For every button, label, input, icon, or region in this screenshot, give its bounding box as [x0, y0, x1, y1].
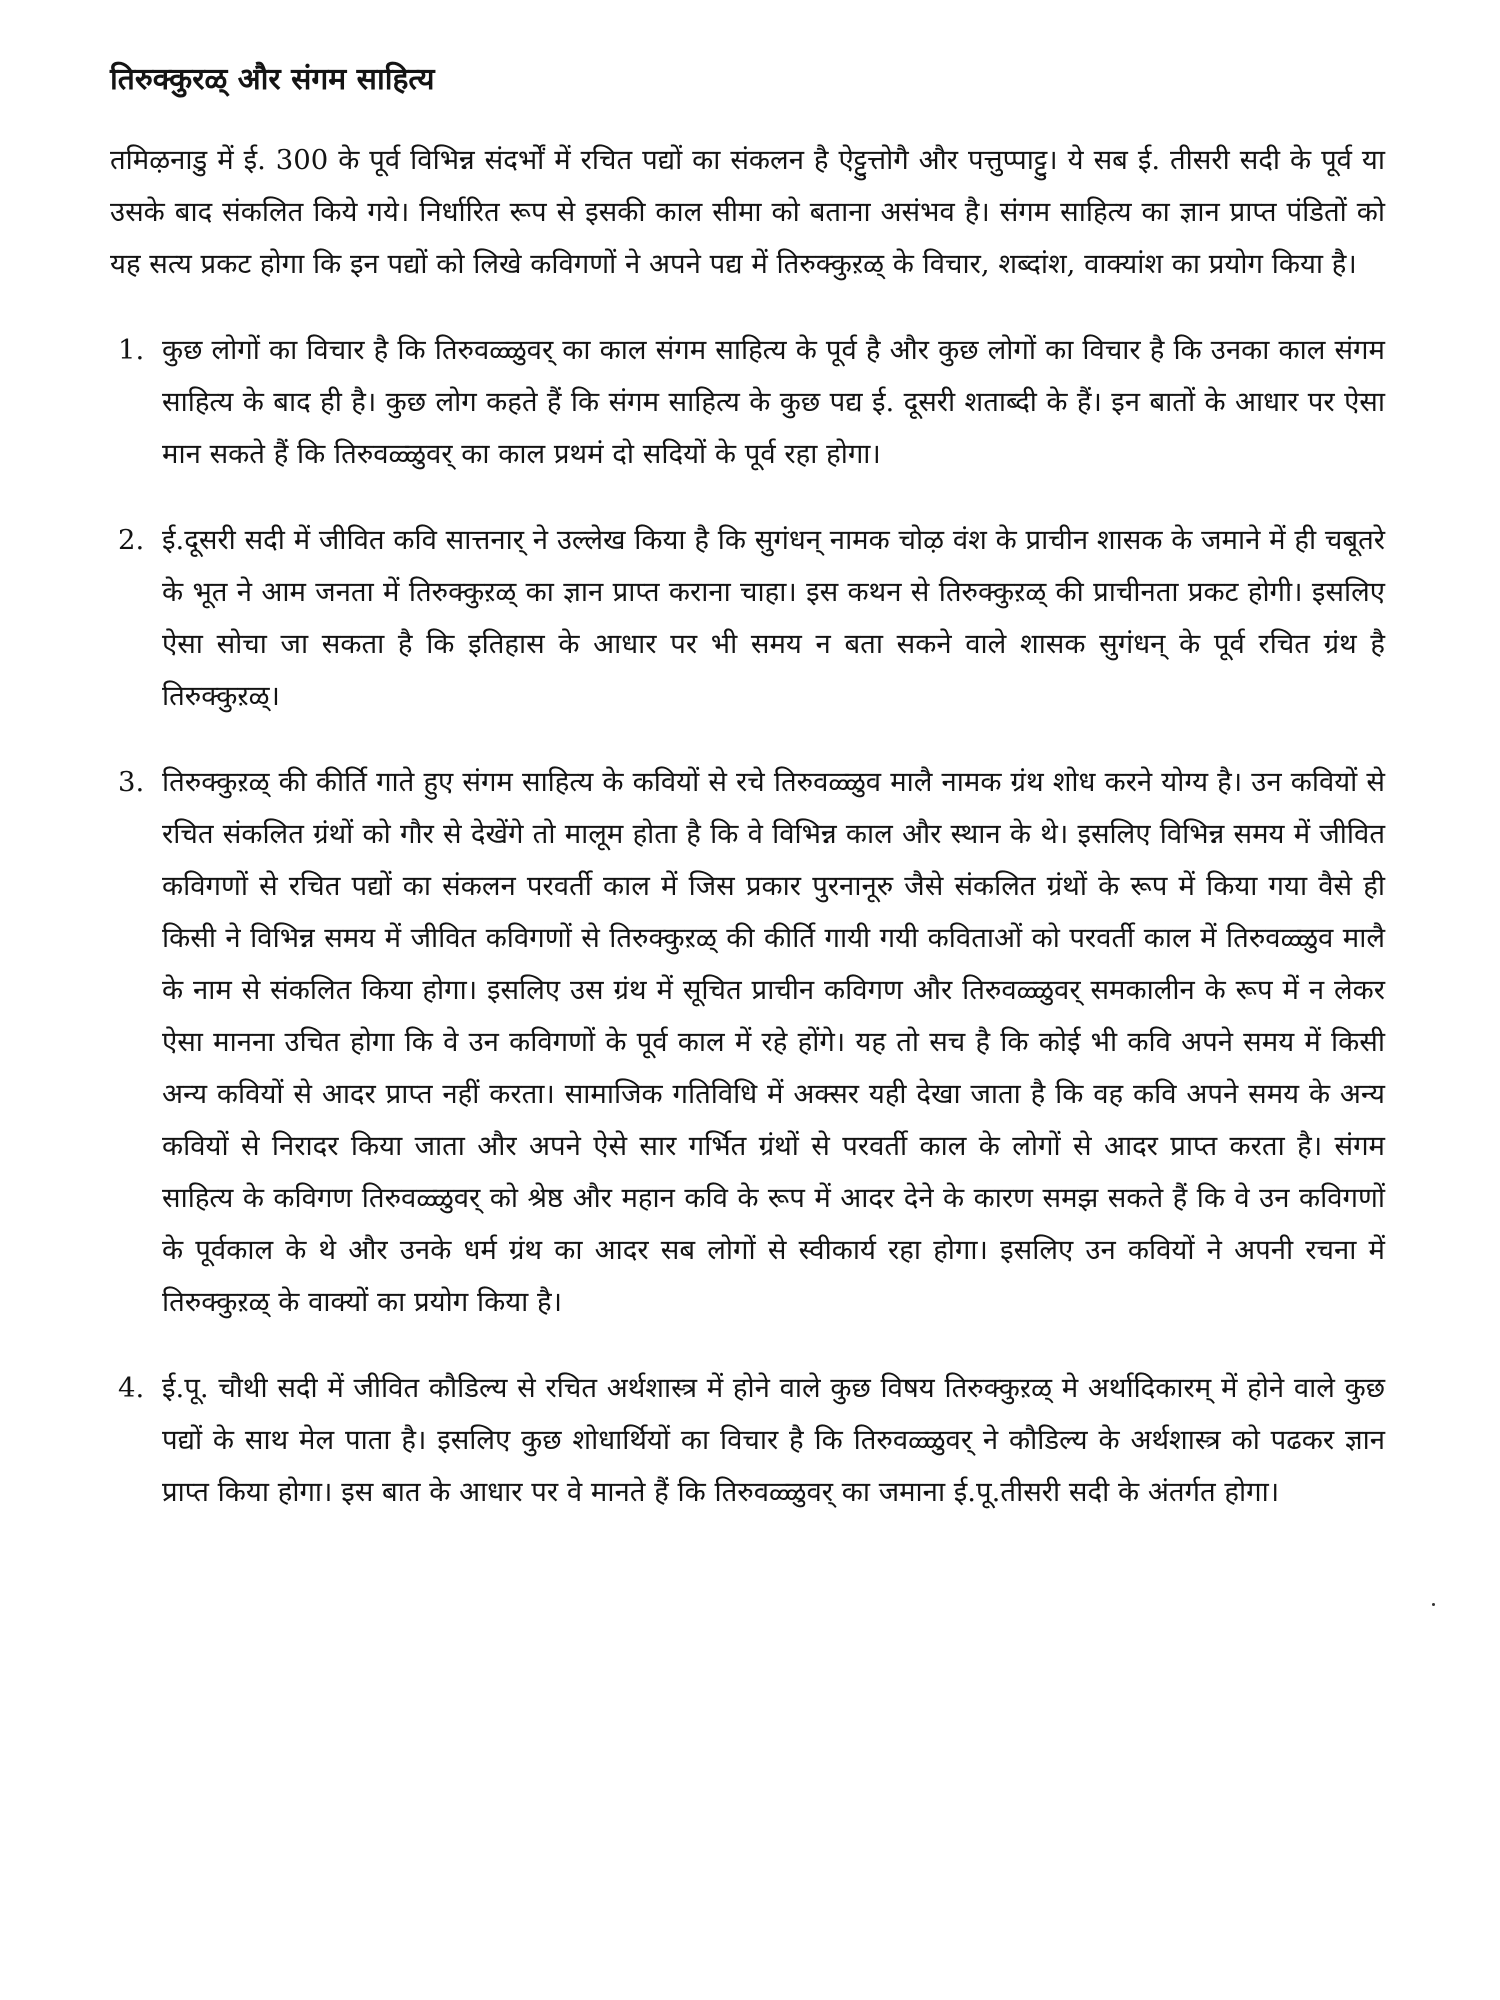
- page-title: तिरुक्कुरळ् और संगम साहित्य: [110, 62, 435, 97]
- list-item-number: 3.: [118, 766, 145, 798]
- list-item-number: 4.: [118, 1372, 145, 1404]
- list-item-1: [110, 324, 1385, 480]
- intro-paragraph: तमिऴनाडु में ई. 300 के पूर्व विभिन्न संदर्भों में रचित पद्यों का संकलन है ऐट्टुत्तोगै और पत्तुप्पाट्टु। ये सब ई. तीसरी सदी के पूर्व या उसके बाद संकलित किये गये। निर्धारित रूप से इसकी काल सीमा को बताना असंभव है। संगम साहित्य का ज्ञान प्राप्त पंडितों को यह सत्य प्रकट होगा कि इन पद्यों को लिखे कविगणों ने अपने पद्य में तिरुक्कुऱळ् के विचार, शब्दांश, वाक्यांश का प्रयोग किया है।: [110, 144, 1385, 280]
- list-item-number: 2.: [118, 524, 145, 556]
- list-item-text: ई.दूसरी सदी में जीवित कवि सात्तनार् ने उल्लेख किया है कि सुगंधन् नामक चोऴ वंश के प्राचीन शासक के जमाने में ही चबूतरे के भूत ने आम जनता में तिरुक्कुऱळ् का ज्ञान प्राप्त कराना चाहा। इस कथन से तिरुक्कुऱळ् की प्राचीनता प्रकट होगी। इसलिए ऐसा सोचा जा सकता है कि इतिहास के आधार पर भी समय न बता सकने वाले शासक सुगंधन् के पूर्व रचित ग्रंथ है तिरुक्कुऱळ्।: [162, 524, 1385, 712]
- list-item-number: 1.: [118, 334, 145, 366]
- list-item-text: कुछ लोगों का विचार है कि तिरुवळ्ळुवर् का काल संगम साहित्य के पूर्व है और कुछ लोगों का विचार है कि उनका काल संगम साहित्य के बाद ही है। कुछ लोग कहते हैं कि संगम साहित्य के कुछ पद्य ई. दूसरी शताब्दी के हैं। इन बातों के आधार पर ऐसा मान सकते हैं कि तिरुवळ्ळुवर् का काल प्रथमं दो सदियों के पूर्व रहा होगा।: [162, 334, 1385, 470]
- list-item-text: तिरुक्कुऱळ् की कीर्ति गाते हुए संगम साहित्य के कवियों से रचे तिरुवळ्ळुव मालै नामक ग्रंथ शोध करने योग्य है। उन कवियों से रचित संकलित ग्रंथों को गौर से देखेंगे तो मालूम होता है कि वे विभिन्न काल और स्थान के थे। इसलिए विभिन्न समय में जीवित कविगणों से रचित पद्यों का संकलन परवर्ती काल में जिस प्रकार पुरनानूरु जैसे संकलित ग्रंथों के रूप में किया गया वैसे ही किसी ने विभिन्न समय में जीवित कविगणों से तिरुक्कुऱळ् की कीर्ति गायी गयी कविताओं को परवर्ती काल में तिरुवळ्ळुव मालै के नाम से संकलित किया होगा। इसलिए उस ग्रंथ में सूचित प्राचीन कविगण और तिरुवळ्ळुवर् समकालीन के रूप में न लेकर ऐसा मानना उचित होगा कि वे उन कविगणों के पूर्व काल में रहे होंगे। यह तो सच है कि कोई भी कवि अपने समय में किसी अन्य कवियों से आदर प्राप्त नहीं करता। सामाजिक गतिविधि में अक्सर यही देखा जाता है कि वह कवि अपने समय के अन्य कवियों से निरादर किया जाता और अपने ऐसे सार गर्भित ग्रंथों से परवर्ती काल के लोगों से आदर प्राप्त करता है। संगम साहित्य के कविगण तिरुवळ्ळुवर् को श्रेष्ठ और महान कवि के रूप में आदर देने के कारण समझ सकते हैं कि वे उन कविगणों के पूर्वकाल के थे और उनके धर्म ग्रंथ का आदर सब लोगों से स्वीकार्य रहा होगा। इसलिए उन कवियों ने अपनी रचना में तिरुक्कुऱळ् के वाक्यों का प्रयोग किया है।: [162, 766, 1385, 1318]
- list-item-2: [110, 514, 1385, 722]
- scan-speck: [1432, 1603, 1435, 1606]
- list-item-3: [110, 756, 1385, 1328]
- list-item-text: ई.पू. चौथी सदी में जीवित कौडिल्य से रचित अर्थशास्त्र में होने वाले कुछ विषय तिरुक्कुऱळ् मे अर्थादिकारम् में होने वाले कुछ पद्यों के साथ मेल पाता है। इसलिए कुछ शोधार्थियों का विचार है कि तिरुवळ्ळुवर् ने कौडिल्य के अर्थशास्त्र को पढकर ज्ञान प्राप्त किया होगा। इस बात के आधार पर वे मानते हैं कि तिरुवळ्ळुवर् का जमाना ई.पू.तीसरी सदी के अंतर्गत होगा।: [162, 1372, 1385, 1508]
- document-page: [110, 58, 1385, 1552]
- numbered-list: [110, 324, 1385, 1518]
- list-item-4: [110, 1362, 1385, 1518]
